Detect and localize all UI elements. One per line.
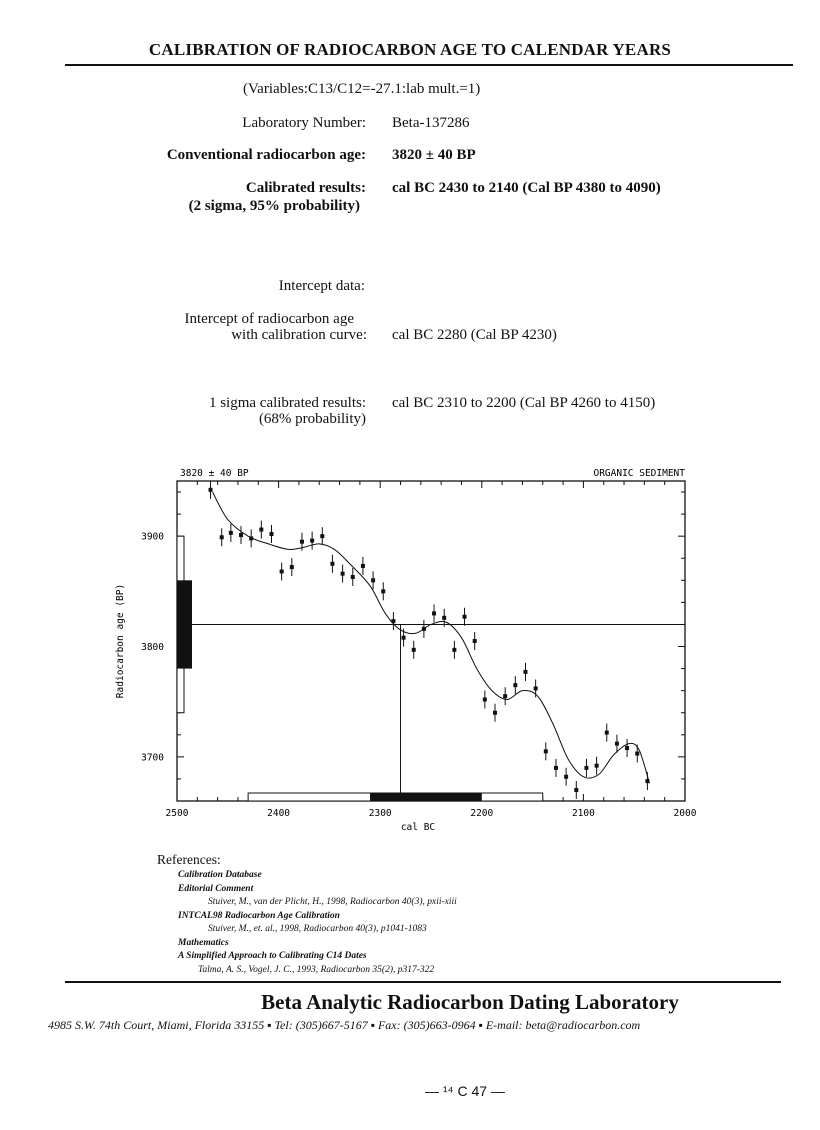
calendar-range-bars: [248, 793, 543, 801]
point-marker: [564, 775, 568, 779]
point-marker: [442, 616, 446, 620]
reference-line: Editorial Comment: [178, 883, 254, 894]
calibrated-value: cal BC 2430 to 2140 (Cal BP 4380 to 4090): [392, 180, 661, 196]
measurement-point: [381, 582, 385, 600]
x-tick-label: 2200: [470, 808, 494, 819]
point-marker: [635, 752, 639, 756]
plot-frame: [177, 481, 685, 801]
calibrated-label: Calibrated results:: [245, 180, 366, 196]
point-marker: [554, 766, 558, 770]
measurement-point: [483, 690, 487, 708]
point-marker: [330, 562, 334, 566]
point-marker: [503, 694, 507, 698]
lab-name: Beta Analytic Radiocarbon Dating Laboratory: [261, 990, 679, 1014]
measurement-point: [220, 528, 224, 546]
references-heading: References:: [157, 852, 221, 867]
point-marker: [229, 531, 233, 535]
point-marker: [432, 611, 436, 615]
point-marker: [493, 711, 497, 715]
measurement-point: [341, 565, 345, 583]
point-marker: [473, 639, 477, 643]
footer-rule: [65, 981, 781, 983]
point-marker: [544, 749, 548, 753]
one-sigma-label-1: 1 sigma calibrated results:: [208, 395, 366, 411]
point-marker: [280, 569, 284, 573]
measurement-point: [554, 759, 558, 777]
measurement-point: [564, 768, 568, 786]
variables-line: (Variables:C13/C12=-27.1:lab mult.=1): [243, 81, 481, 97]
point-marker: [249, 536, 253, 540]
one-sigma-value: cal BC 2310 to 2200 (Cal BP 4260 to 4150): [392, 395, 656, 411]
measurement-point: [503, 687, 507, 705]
measurement-point: [645, 772, 649, 790]
y-tick-label: 3800: [141, 642, 164, 654]
point-marker: [290, 565, 294, 569]
measurement-point: [422, 620, 426, 638]
measurement-point: [452, 641, 456, 659]
chart-title: 3820 ± 40 BP: [180, 468, 249, 479]
point-marker: [320, 534, 324, 538]
measurement-point: [595, 757, 599, 775]
reference-line: Stuiver, M., et. al., 1998, Radiocarbon 40(3), p1041-1083: [208, 924, 427, 934]
measurement-point: [361, 557, 365, 575]
measurement-point: [391, 612, 395, 630]
point-marker: [259, 528, 263, 532]
measurement-point: [625, 739, 629, 757]
point-marker: [452, 648, 456, 652]
reference-line: A Simplified Approach to Calibrating C14 Dates: [178, 951, 367, 961]
x-tick-label: 2500: [165, 808, 189, 819]
point-marker: [422, 627, 426, 631]
point-marker: [625, 746, 629, 750]
point-marker: [209, 488, 213, 492]
point-marker: [269, 532, 273, 536]
measurement-point: [249, 529, 253, 547]
reference-line: Talma, A. S., Vogel, J. C., 1993, Radiocarbon 35(2), p317-322: [198, 964, 435, 975]
point-marker: [371, 578, 375, 582]
point-marker: [463, 615, 467, 619]
measurement-point: [432, 604, 436, 622]
measurement-point: [412, 641, 416, 659]
measurement-point: [473, 632, 477, 650]
measurement-point: [584, 759, 588, 777]
point-marker: [220, 535, 224, 539]
intercept-label-1: Intercept of radiocarbon age: [184, 311, 354, 327]
y-tick-label: 3700: [141, 752, 164, 764]
measurement-point: [229, 524, 233, 542]
conventional-age-value: 3820 ± 40 BP: [392, 147, 476, 163]
measurement-point: [371, 571, 375, 589]
x-tick-label: 2300: [368, 808, 392, 819]
point-marker: [615, 742, 619, 746]
measurement-point: [320, 527, 324, 545]
y-tick-labels: [141, 532, 164, 764]
lab-number-label: Laboratory Number:: [242, 115, 366, 131]
measurement-point: [574, 781, 578, 799]
point-marker: [574, 788, 578, 792]
measurement-points: [209, 481, 650, 799]
point-marker: [351, 575, 355, 579]
point-marker: [300, 540, 304, 544]
calibration-curve: [213, 492, 650, 783]
one-sigma-range-bar: [370, 793, 482, 801]
measurement-point: [290, 558, 294, 576]
intercept-lines: [177, 624, 685, 801]
point-marker: [361, 564, 365, 568]
lab-number-value: Beta-137286: [392, 115, 470, 131]
measurement-point: [310, 532, 314, 550]
x-tick-label: 2400: [267, 808, 291, 819]
reference-line: INTCAL98 Radiocarbon Age Calibration: [178, 910, 340, 921]
measurement-point: [513, 676, 517, 694]
point-marker: [534, 686, 538, 690]
x-tick-labels: [166, 808, 697, 819]
point-marker: [483, 697, 487, 701]
y-axis-label: Radiocarbon age (BP): [115, 583, 126, 699]
measurement-point: [269, 525, 273, 543]
references-list: [178, 869, 457, 977]
measurement-point: [351, 568, 355, 586]
measurement-point: [280, 562, 284, 580]
measurement-point: [544, 742, 548, 760]
x-tick-label: 2000: [673, 808, 697, 819]
point-marker: [381, 589, 385, 593]
point-marker: [513, 683, 517, 687]
reference-line: Stuiver, M., van der Plicht, H., 1998, Radiocarbon 40(3), pxii-xiii: [208, 897, 457, 907]
measurement-point: [209, 481, 213, 499]
point-marker: [645, 779, 649, 783]
point-marker: [341, 572, 345, 576]
calibrated-sublabel: (2 sigma, 95% probability): [188, 198, 360, 214]
measurement-point: [635, 745, 639, 763]
point-marker: [239, 533, 243, 537]
y-tick-label: 3900: [141, 531, 164, 543]
point-marker: [595, 764, 599, 768]
reference-line: Mathematics: [178, 937, 229, 948]
point-marker: [523, 670, 527, 674]
measurement-point: [534, 679, 538, 697]
reference-line: Calibration Database: [178, 870, 262, 880]
point-marker: [412, 648, 416, 652]
measurement-point: [239, 526, 243, 544]
conventional-age-label: Conventional radiocarbon age:: [166, 147, 366, 163]
intercept-data-label: Intercept data:: [278, 278, 365, 294]
page-number: — ¹⁴ C 47 —: [425, 1083, 505, 1099]
one-sigma-label-2: (68% probability): [258, 411, 366, 427]
measurement-point: [330, 555, 334, 573]
point-marker: [310, 539, 314, 543]
point-marker: [605, 731, 609, 735]
lab-address: 4985 S.W. 74th Court, Miami, Florida 33155 ▪ Tel: (305)667-5167 ▪ Fax: (305)663-0964 ▪ E-mail: beta@radiocarbon.com: [48, 1018, 641, 1032]
x-axis-label: cal BC: [400, 822, 436, 833]
measurement-point: [463, 608, 467, 626]
intercept-value: cal BC 2280 (Cal BP 4230): [392, 327, 557, 343]
measurement-point: [605, 724, 609, 742]
measurement-point: [259, 521, 263, 539]
page-title: CALIBRATION OF RADIOCARBON AGE TO CALENDAR YEARS: [148, 40, 672, 59]
chart-subtitle: ORGANIC SEDIMENT: [593, 468, 685, 479]
measurement-point: [523, 663, 527, 681]
axis-ticks: [177, 481, 685, 801]
point-marker: [391, 619, 395, 623]
point-marker: [402, 636, 406, 640]
intercept-label-2: with calibration curve:: [231, 327, 367, 343]
measurement-point: [493, 704, 497, 722]
point-marker: [584, 766, 588, 770]
x-tick-label: 2100: [571, 808, 595, 819]
